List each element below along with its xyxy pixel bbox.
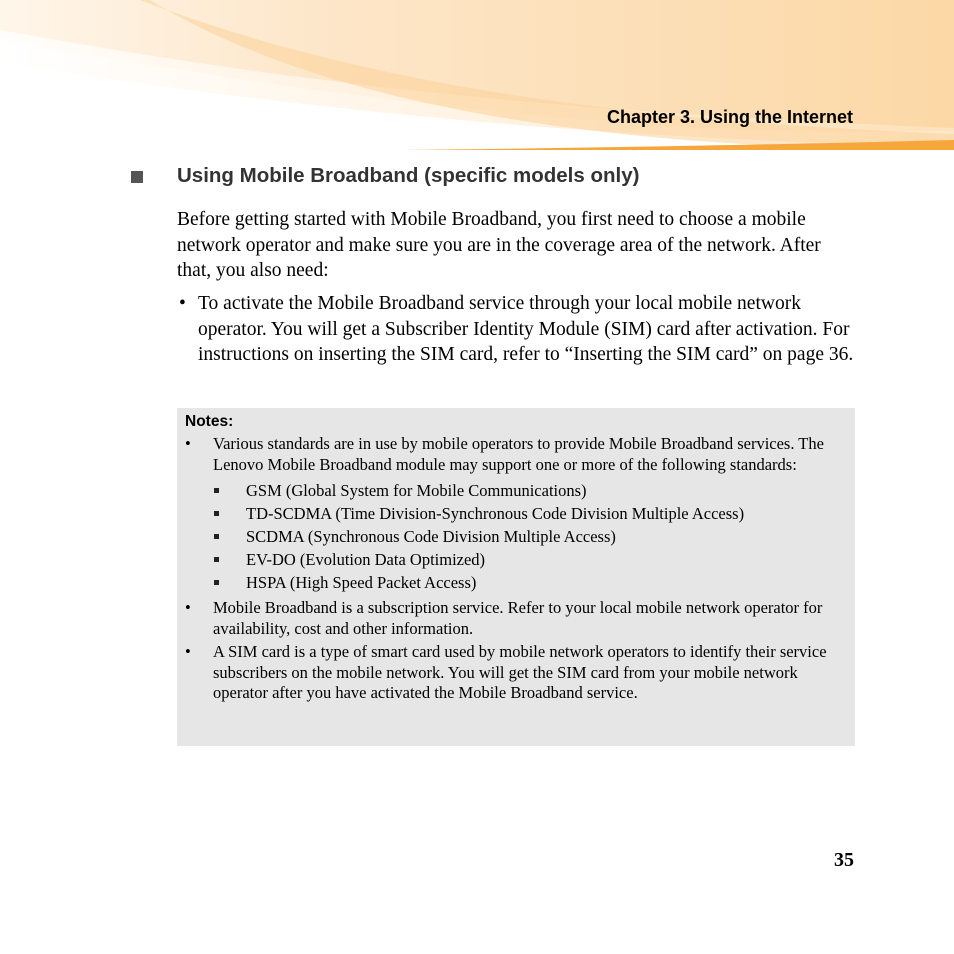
list-item <box>213 502 843 525</box>
list-item <box>213 548 843 571</box>
note-text: Mobile Broadband is a subscription service. Refer to your local mobile network operator for availability, cost and other information. <box>213 598 823 638</box>
list-item <box>213 571 843 594</box>
note-text: A SIM card is a type of smart card used by mobile network operators to identify their service subscribers on the mobile network. You will get the SIM card from your mobile network operator after you have activated the Mobile Broadband service. <box>213 642 827 702</box>
page-number: 35 <box>834 849 854 871</box>
notes-box <box>177 408 855 746</box>
square-bullet-icon <box>214 557 219 562</box>
list-item <box>213 479 843 502</box>
square-bullet-icon <box>214 534 219 539</box>
note-item <box>185 598 843 639</box>
requirement-bullet <box>177 291 857 368</box>
section-heading <box>131 164 639 188</box>
note-item <box>185 642 843 704</box>
standards-list <box>213 479 843 594</box>
bullet-dot-icon: • <box>185 598 191 617</box>
standard-text: GSM (Global System for Mobile Communications) <box>246 481 587 500</box>
square-bullet-icon <box>214 511 219 516</box>
chapter-title: Chapter 3. Using the Internet <box>606 107 853 127</box>
bullet-dot-icon: • <box>179 293 186 314</box>
standard-text: HSPA (High Speed Packet Access) <box>246 573 477 592</box>
bullet-dot-icon: • <box>185 434 191 453</box>
square-bullet-icon <box>131 171 143 183</box>
note-text: Various standards are in use by mobile operators to provide Mobile Broadband services. The Lenovo Mobile Broadband module may support one or more of the following standards: <box>213 434 824 474</box>
intro-paragraph: Before getting started with Mobile Broadband, you first need to choose a mobile network operator and make sure you are in the coverage area of the network. After that, you also need: <box>177 209 821 281</box>
section-heading-text: Using Mobile Broadband (specific models only) <box>177 164 640 187</box>
notes-title: Notes: <box>185 413 234 430</box>
standard-text: SCDMA (Synchronous Code Division Multiple Access) <box>246 527 616 546</box>
header-decoration <box>0 0 954 160</box>
bullet-dot-icon: • <box>185 642 191 661</box>
note-item <box>185 434 843 594</box>
standard-text: TD-SCDMA (Time Division-Synchronous Code Division Multiple Access) <box>246 504 745 523</box>
list-item <box>213 525 843 548</box>
square-bullet-icon <box>214 580 219 585</box>
standard-text: EV-DO (Evolution Data Optimized) <box>246 550 486 569</box>
square-bullet-icon <box>214 488 219 493</box>
requirement-text: To activate the Mobile Broadband service through your local mobile network operator. You will get a Subscriber Identity Module (SIM) card after activation. For instructions on inserting the SIM card, refer to “Inserting the SIM card” on page 36. <box>198 293 854 365</box>
